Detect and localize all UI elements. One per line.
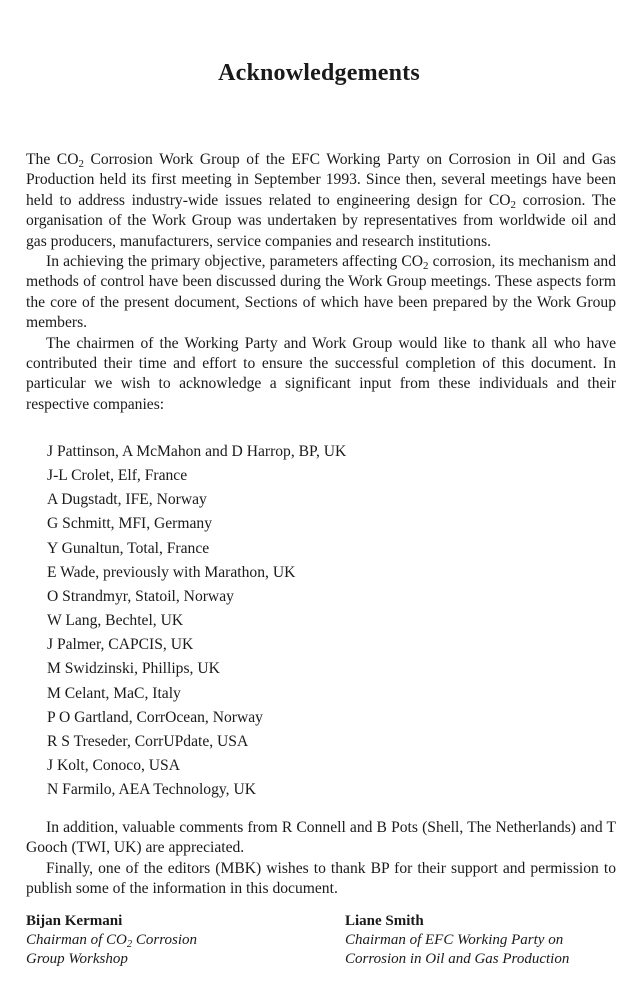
- signature-name: Bijan Kermani: [26, 913, 123, 929]
- signature-role-line: Corrosion in Oil and Gas Production: [345, 951, 570, 967]
- list-item: Y Gunaltun, Total, France: [47, 539, 210, 557]
- closing-paragraph-1: In addition, valuable comments from R Connell and B Pots (Shell, The Netherlands) and T Gooch (TWI, UK) are appreciated.: [26, 819, 616, 857]
- list-item: P O Gartland, CorrOcean, Norway: [47, 708, 263, 726]
- signature-role-line: Chairman of $CO_2$ Corrosion: [26, 932, 197, 950]
- closing-section: [26, 818, 616, 900]
- intro-paragraph-1: The $CO_2$ Corrosion Work Group of the EFC Working Party on Corrosion in Oil and Gas Production held its first meeting in September 1993. Since then, several meetings have been held to address industry-wide issues related to engineering design for $CO_2$ corrosion. The organisation of the Work Group was undertaken by representatives from worldwide oil and gas producers, manufacturers, service companies and research institutions.: [26, 151, 616, 250]
- contributor-list: [47, 440, 346, 802]
- intro-paragraph-2: In achieving the primary objective, parameters affecting $CO_2$ corrosion, its mechanism and methods of control have been discussed during the Work Group meetings. These aspects form the core of the present document, Sections of which have been prepared by the Work Group members.: [26, 253, 617, 332]
- list-item: J Kolt, Conoco, USA: [47, 757, 180, 775]
- list-item: J Pattinson, A McMahon and D Harrop, BP, UK: [47, 443, 347, 460]
- list-item: J-L Crolet, Elf, France: [47, 467, 188, 485]
- signature-left: [26, 912, 197, 969]
- list-item: N Farmilo, AEA Technology, UK: [47, 781, 256, 799]
- list-item: E Wade, previously with Marathon, UK: [47, 563, 296, 581]
- closing-paragraph-2: Finally, one of the editors (MBK) wishes to thank BP for their support and permission to publish some of the information in this document.: [26, 859, 616, 898]
- signature-name: Liane Smith: [345, 913, 424, 929]
- list-item: G Schmitt, MFI, Germany: [47, 515, 213, 533]
- list-item: J Palmer, CAPCIS, UK: [47, 636, 194, 654]
- page-title: Acknowledgements: [218, 60, 420, 86]
- signature-right: [345, 912, 569, 969]
- list-item: A Dugstadt, IFE, Norway: [47, 491, 207, 509]
- signature-role-line: Group Workshop: [26, 951, 128, 967]
- list-item: W Lang, Bechtel, UK: [47, 612, 184, 630]
- intro-section: [26, 150, 616, 415]
- list-item: M Celant, MaC, Italy: [47, 684, 181, 702]
- intro-paragraph-3: The chairmen of the Working Party and Work Group would like to thank all who have contributed their time and effort to ensure the successful completion of this document. In particular we wish to acknowledge a significant input from these individuals and their respective companies:: [26, 334, 616, 413]
- list-item: M Swidzinski, Phillips, UK: [47, 660, 220, 678]
- list-item: R S Treseder, CorrUPdate, USA: [47, 732, 249, 750]
- signature-role-line: Chairman of EFC Working Party on: [345, 932, 564, 948]
- list-item: O Strandmyr, Statoil, Norway: [47, 587, 234, 605]
